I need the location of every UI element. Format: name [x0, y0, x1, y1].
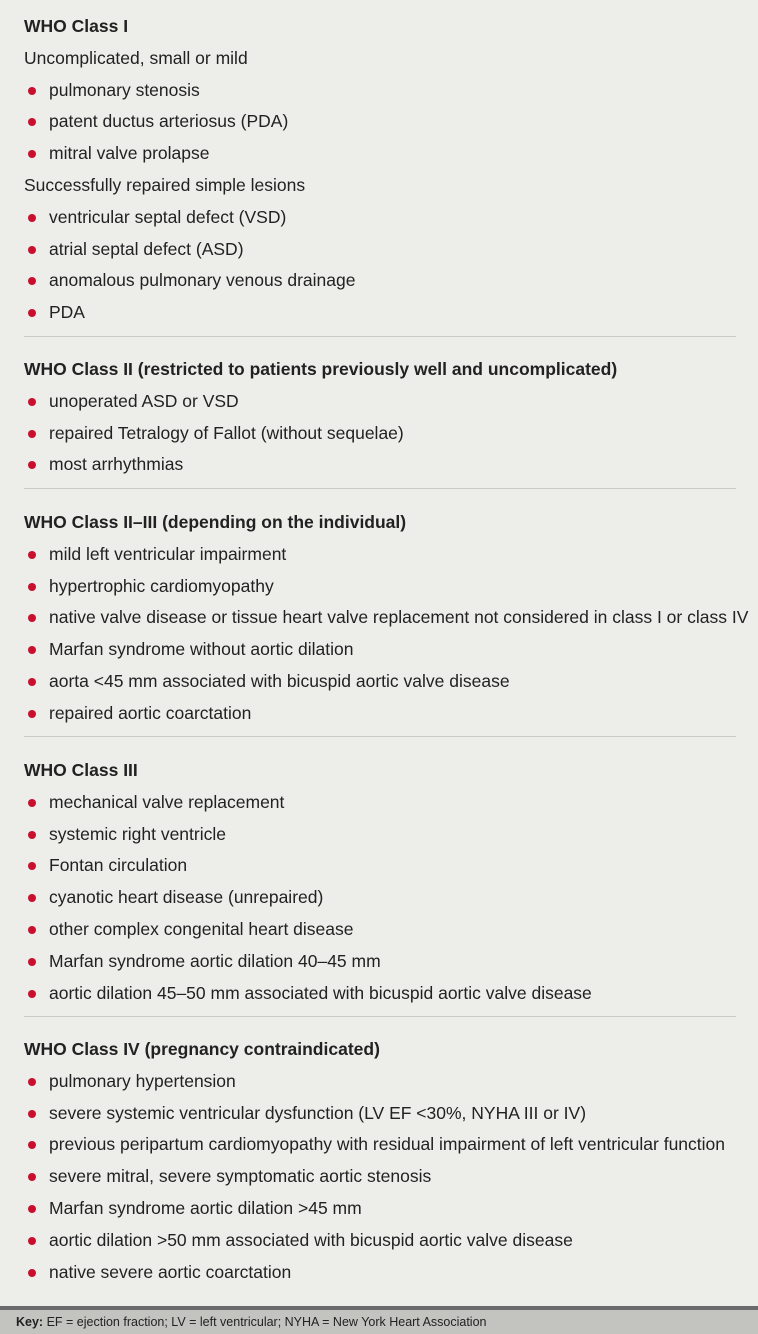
list-item	[24, 787, 736, 819]
list-item	[24, 602, 749, 634]
list-item	[24, 571, 736, 603]
bullet-icon	[28, 398, 36, 406]
list-item	[24, 850, 736, 882]
list-item	[24, 819, 736, 851]
bullet-icon	[28, 1269, 36, 1277]
bullet-icon	[28, 551, 36, 559]
list-item-text: mild left ventricular impairment	[49, 543, 287, 564]
list-item-text: Fontan circulation	[49, 855, 188, 876]
list-item-text: repaired aortic coarctation	[49, 702, 252, 723]
class-i-section	[24, 0, 736, 337]
bullet-icon	[28, 150, 36, 158]
class-ii-iii-heading: WHO Class II–III (depending on the individual)	[24, 512, 407, 532]
list-item	[24, 106, 736, 138]
bullet-icon	[28, 990, 36, 998]
list-item-text: repaired Tetralogy of Fallot (without sequelae)	[49, 422, 404, 443]
list-item-text: severe mitral, severe symptomatic aortic stenosis	[49, 1166, 432, 1187]
list-item	[24, 914, 736, 946]
class-ii-section	[24, 337, 736, 489]
list-item-text: anomalous pulmonary venous drainage	[49, 270, 356, 291]
list-item	[24, 297, 736, 329]
key-label: Key:	[16, 1315, 44, 1329]
list-item	[24, 265, 736, 297]
list-item-text: Marfan syndrome without aortic dilation	[49, 639, 354, 660]
list-item-text: mitral valve prolapse	[49, 143, 210, 164]
list-item	[24, 449, 736, 481]
list-item-text: native valve disease or tissue heart valve replacement not considered in class I or class IV	[49, 607, 749, 628]
list-item-text: cyanotic heart disease (unrepaired)	[49, 887, 324, 908]
bullet-icon	[28, 461, 36, 469]
bullet-icon	[28, 894, 36, 902]
list-item-text: other complex congenital heart disease	[49, 918, 354, 939]
list-item-text: most arrhythmias	[49, 454, 184, 475]
list-item	[24, 698, 736, 730]
bullet-icon	[28, 1078, 36, 1086]
list-item	[24, 978, 736, 1010]
class-i-heading: WHO Class I	[24, 16, 129, 36]
bullet-icon	[28, 87, 36, 95]
bullet-icon	[28, 710, 36, 718]
list-item-text: Marfan syndrome aortic dilation 40–45 mm	[49, 950, 381, 971]
list-item-text: unoperated ASD or VSD	[49, 390, 239, 411]
bullet-icon	[28, 1141, 36, 1149]
bullet-icon	[28, 118, 36, 126]
bullet-icon	[28, 862, 36, 870]
list-item	[24, 634, 736, 666]
bullet-icon	[28, 831, 36, 839]
list-item	[24, 418, 736, 450]
bullet-icon	[28, 1110, 36, 1118]
list-item-text: PDA	[49, 302, 85, 323]
key-text: EF = ejection fraction; LV = left ventricular; NYHA = New York Heart Association	[46, 1315, 487, 1329]
class-iv-heading: WHO Class IV (pregnancy contraindicated)	[24, 1039, 380, 1059]
list-item	[24, 1193, 736, 1225]
class-ii-heading: WHO Class II (restricted to patients previously well and uncomplicated)	[24, 359, 618, 379]
bullet-icon	[28, 678, 36, 686]
class-i-subheading-repaired: Successfully repaired simple lesions	[24, 174, 306, 195]
list-item-text: Marfan syndrome aortic dilation >45 mm	[49, 1197, 362, 1218]
list-item	[24, 1161, 736, 1193]
list-item	[24, 882, 736, 914]
class-i-subheading-uncomplicated: Uncomplicated, small or mild	[24, 47, 248, 68]
list-item	[24, 202, 736, 234]
bullet-icon	[28, 1237, 36, 1245]
list-item	[24, 138, 736, 170]
list-item-text: pulmonary stenosis	[49, 79, 200, 100]
list-item-text: atrial septal defect (ASD)	[49, 238, 244, 259]
class-iv-section	[24, 1017, 736, 1289]
list-item	[24, 234, 736, 266]
bullet-icon	[28, 277, 36, 285]
bullet-icon	[28, 926, 36, 934]
list-item	[24, 1225, 736, 1257]
list-item-text: mechanical valve replacement	[49, 791, 285, 812]
class-iii-section	[24, 737, 736, 1017]
list-item-text: native severe aortic coarctation	[49, 1261, 292, 1282]
bullet-icon	[28, 614, 36, 622]
list-item-text: aortic dilation 45–50 mm associated with bicuspid aortic valve disease	[49, 982, 592, 1003]
list-item-text: aorta <45 mm associated with bicuspid aortic valve disease	[49, 670, 510, 691]
bullet-icon	[28, 958, 36, 966]
list-item	[24, 386, 736, 418]
list-item-text: severe systemic ventricular dysfunction (LV EF <30%, NYHA III or IV)	[49, 1102, 587, 1123]
list-item	[24, 946, 736, 978]
list-item	[24, 1066, 736, 1098]
list-item	[24, 1257, 736, 1289]
list-item	[24, 1129, 736, 1161]
bullet-icon	[28, 799, 36, 807]
list-item	[24, 75, 736, 107]
list-item-text: ventricular septal defect (VSD)	[49, 206, 287, 227]
bullet-icon	[28, 430, 36, 438]
bullet-icon	[28, 1173, 36, 1181]
list-item-text: patent ductus arteriosus (PDA)	[49, 111, 289, 132]
class-ii-iii-section	[24, 489, 749, 737]
class-iii-heading: WHO Class III	[24, 760, 138, 780]
bullet-icon	[28, 583, 36, 591]
list-item-text: hypertrophic cardiomyopathy	[49, 575, 274, 596]
bullet-icon	[28, 214, 36, 222]
list-item	[24, 666, 736, 698]
list-item	[24, 539, 736, 571]
list-item-text: aortic dilation >50 mm associated with bicuspid aortic valve disease	[49, 1229, 573, 1250]
list-item	[24, 1098, 736, 1130]
bullet-icon	[28, 646, 36, 654]
key-footnote	[0, 1306, 758, 1334]
bullet-icon	[28, 309, 36, 317]
list-item-text: previous peripartum cardiomyopathy with residual impairment of left ventricular function	[49, 1134, 725, 1155]
bullet-icon	[28, 1205, 36, 1213]
list-item-text: pulmonary hypertension	[49, 1070, 236, 1091]
list-item-text: systemic right ventricle	[49, 823, 226, 844]
bullet-icon	[28, 246, 36, 254]
